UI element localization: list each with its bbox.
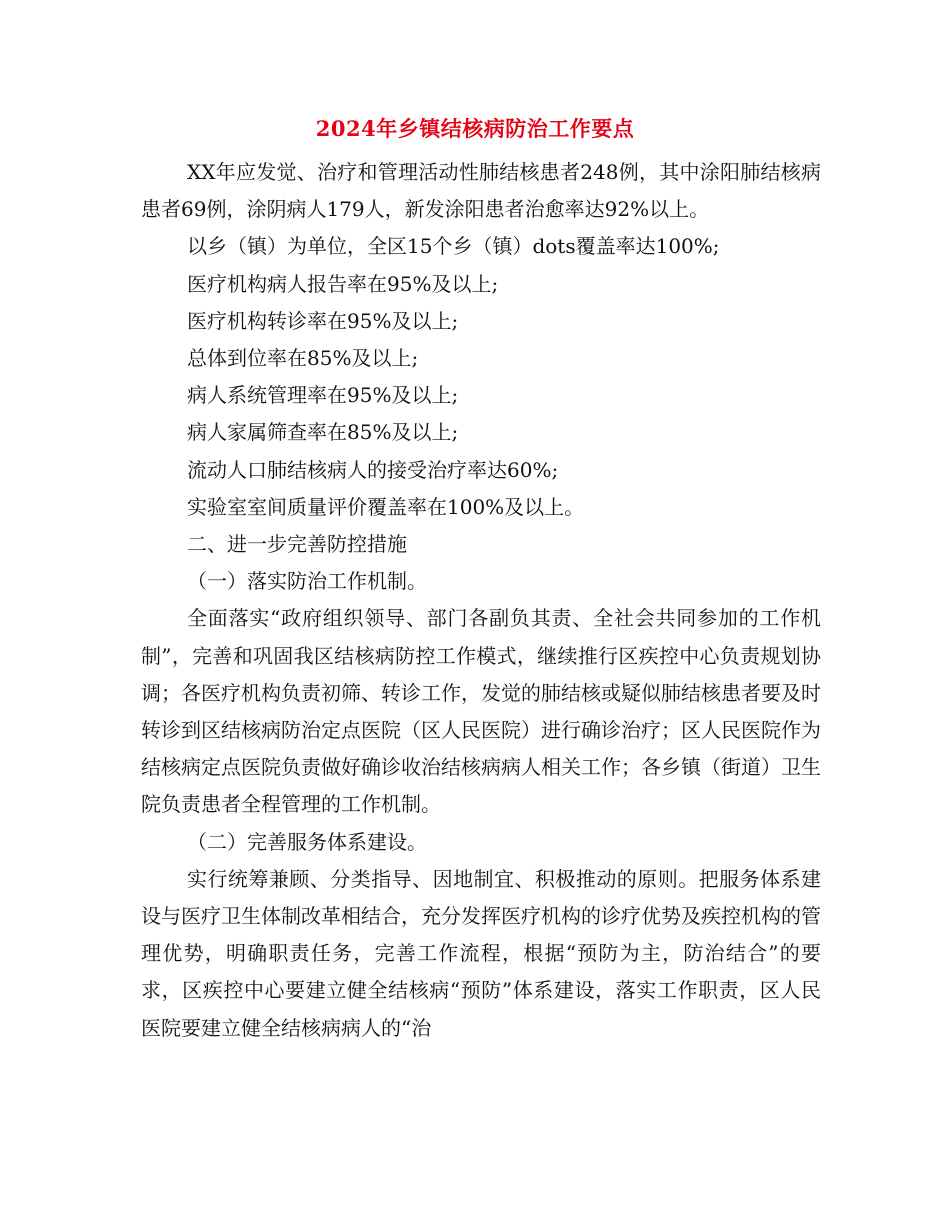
paragraph-targets-intro: XX年应发觉、治疗和管理活动性肺结核患者248例，其中涂阳肺结核病患者69例，涂阴病人179人，新发涂阳患者治愈率达92%以上。 <box>141 160 821 222</box>
paragraph-family-screening-rate: 病人家属筛查率在85%及以上; <box>187 420 459 445</box>
paragraph-referral-rate: 医疗机构转诊率在95%及以上; <box>187 308 459 333</box>
subsection-heading-mechanism: （一）落实防治工作机制。 <box>187 569 427 594</box>
document-body <box>141 154 821 1047</box>
paragraph-mechanism: 全面落实“政府组织领导、部门各副负其责、全社会共同参加的工作机制”，完善和巩固我区结核病防控工作模式，继续推行区疾控中心负责规划协调；各医疗机构负责初筛、转诊工作，发觉的肺结核或疑似肺结核患者要及时转诊到区结核病防治定点医院（区人民医院）进行确诊治疗；区人民医院作为结核病定点医院负责做好确诊收治结核病病人相关工作；各乡镇（街道）卫生院负责患者全程管理的工作机制。 <box>141 606 821 817</box>
document-title: 2024年乡镇结核病防治工作要点 <box>315 116 635 141</box>
paragraph-lab-quality-rate: 实验室室间质量评价覆盖率在100%及以上。 <box>187 494 585 519</box>
paragraph-dots-coverage: 以乡（镇）为单位，全区15个乡（镇）dots覆盖率达100%; <box>187 234 720 259</box>
paragraph-report-rate: 医疗机构病人报告率在95%及以上; <box>187 271 499 296</box>
paragraph-management-rate: 病人系统管理率在95%及以上; <box>187 383 459 408</box>
paragraph-service-system: 实行统筹兼顾、分类指导、因地制宜、积极推动的原则。把服务体系建设与医疗卫生体制改革相结合，充分发挥医疗机构的诊疗优势及疾控机构的管理优势，明确职责任务，完善工作流程，根据“预防为主，防治结合”的要求，区疾控中心要建立健全结核病“预防”体系建设，落实工作职责，区人民医院要建立健全结核病病人的“治 <box>141 866 821 1040</box>
subsection-heading-service-system: （二）完善服务体系建设。 <box>187 829 427 854</box>
paragraph-floating-population-rate: 流动人口肺结核病人的接受治疗率达60%; <box>187 457 559 482</box>
paragraph-arrival-rate: 总体到位率在85%及以上; <box>187 346 419 371</box>
section-heading-measures: 二、进一步完善防控措施 <box>187 532 407 557</box>
